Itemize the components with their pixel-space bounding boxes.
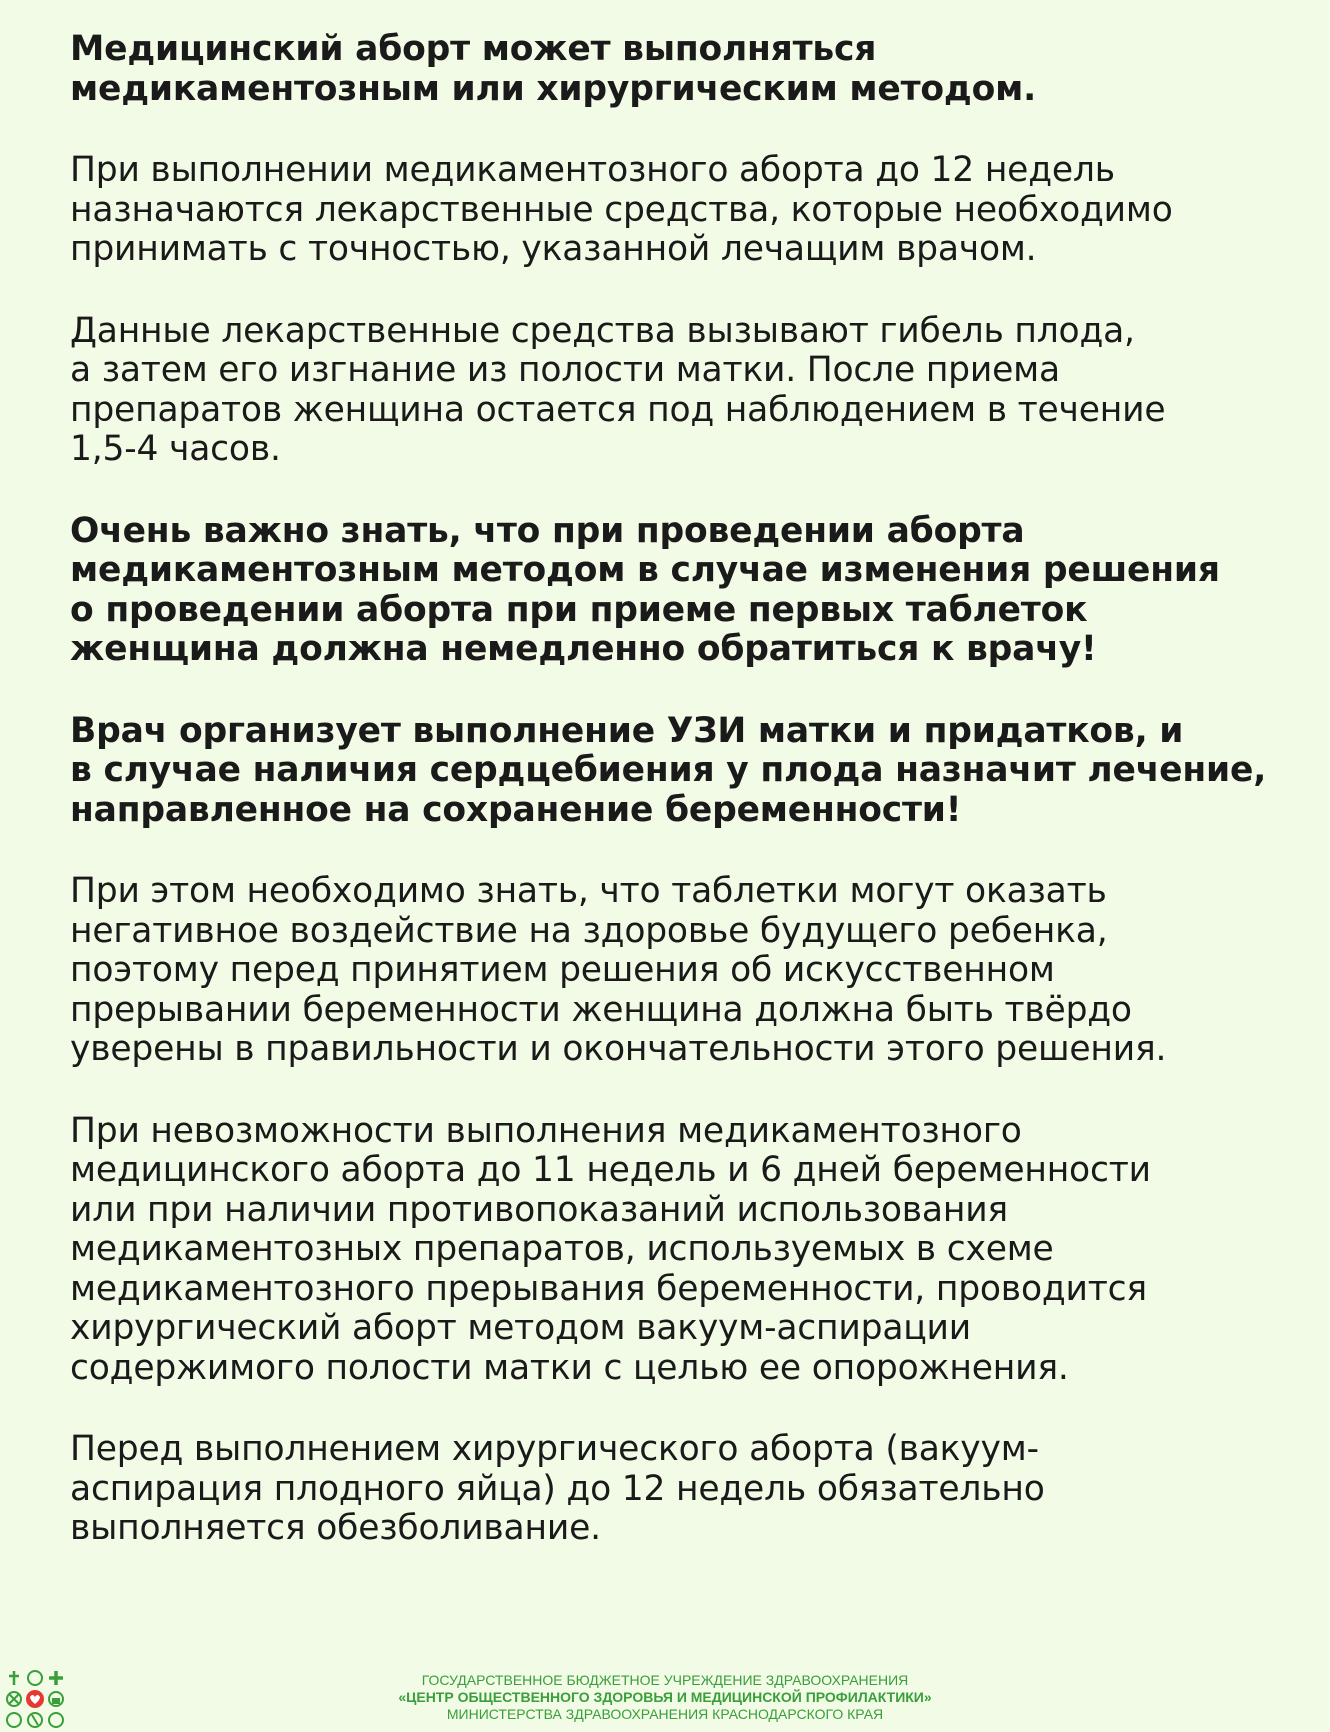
paragraph-doctor-ultrasound: Врач организует выполнение УЗИ матки и придатков, и в случае наличия сердцебиения у плода назначит лечение, направленное на сохранение беременности!: [70, 710, 1267, 830]
paragraph-important-warning: Очень важно знать, что при проведении аборта медикаментозным методом в случае изменения решения о проведении аборта при приеме первых таблеток женщина должна немедленно обратиться к врачу!: [70, 510, 1220, 669]
paragraph-drug-effect: Данные лекарственные средства вызывают гибель плода, а затем его изгнание из полости матки. После приема препаратов женщина остается под наблюдением в течение 1,5-4 часов.: [70, 310, 1166, 469]
paragraph-negative-impact: При этом необходимо знать, что таблетки могут оказать негативное воздействие на здоровье будущего ребенка, поэтому перед принятием решения об искусственном прерывании беременности женщина должна быть твёрдо уверены в правильности и окончательности этого решения.: [70, 871, 1167, 1069]
paragraph-surgical-abortion: При невозможности выполнения медикаментозного медицинского аборта до 11 недель и 6 дней беременности или при наличии противопоказаний использования медикаментозных препаратов, используемых в схеме медикаментозного прерывания беременности, проводится хирургический аборт методом вакуум-аспирации содержимого полости матки с целью ее опорожнения.: [70, 1110, 1151, 1388]
paragraph-anesthesia: Перед выполнением хирургического аборта (вакуум- аспирация плодного яйца) до 12 недель обязательно выполняется обезболивание.: [70, 1429, 1045, 1548]
document-body: [70, 30, 1275, 1591]
paragraph-intro: Медицинский аборт может выполняться медикаментозным или хирургическим методом.: [70, 29, 1036, 109]
org-line-1: ГОСУДАРСТВЕННОЕ БЮДЖЕТНОЕ УЧРЕЖДЕНИЕ ЗДРАВООХРАНЕНИЯ: [421, 1672, 909, 1688]
org-line-3: МИНИСТЕРСТВА ЗДРАВООХРАНЕНИЯ КРАСНОДАРСКОГО КРАЯ: [446, 1706, 884, 1722]
health-center-logo-icon: [4, 1668, 66, 1730]
footer: [0, 1668, 1330, 1732]
organization-name: [250, 1672, 1080, 1723]
paragraph-medication-abortion: При выполнении медикаментозного аборта до 12 недель назначаются лекарственные средства, которые необходимо принимать с точностью, указанной лечащим врачом.: [70, 150, 1173, 269]
org-line-2: «ЦЕНТР ОБЩЕСТВЕННОГО ЗДОРОВЬЯ И МЕДИЦИНСКОЙ ПРОФИЛАКТИКИ»: [398, 1689, 932, 1705]
